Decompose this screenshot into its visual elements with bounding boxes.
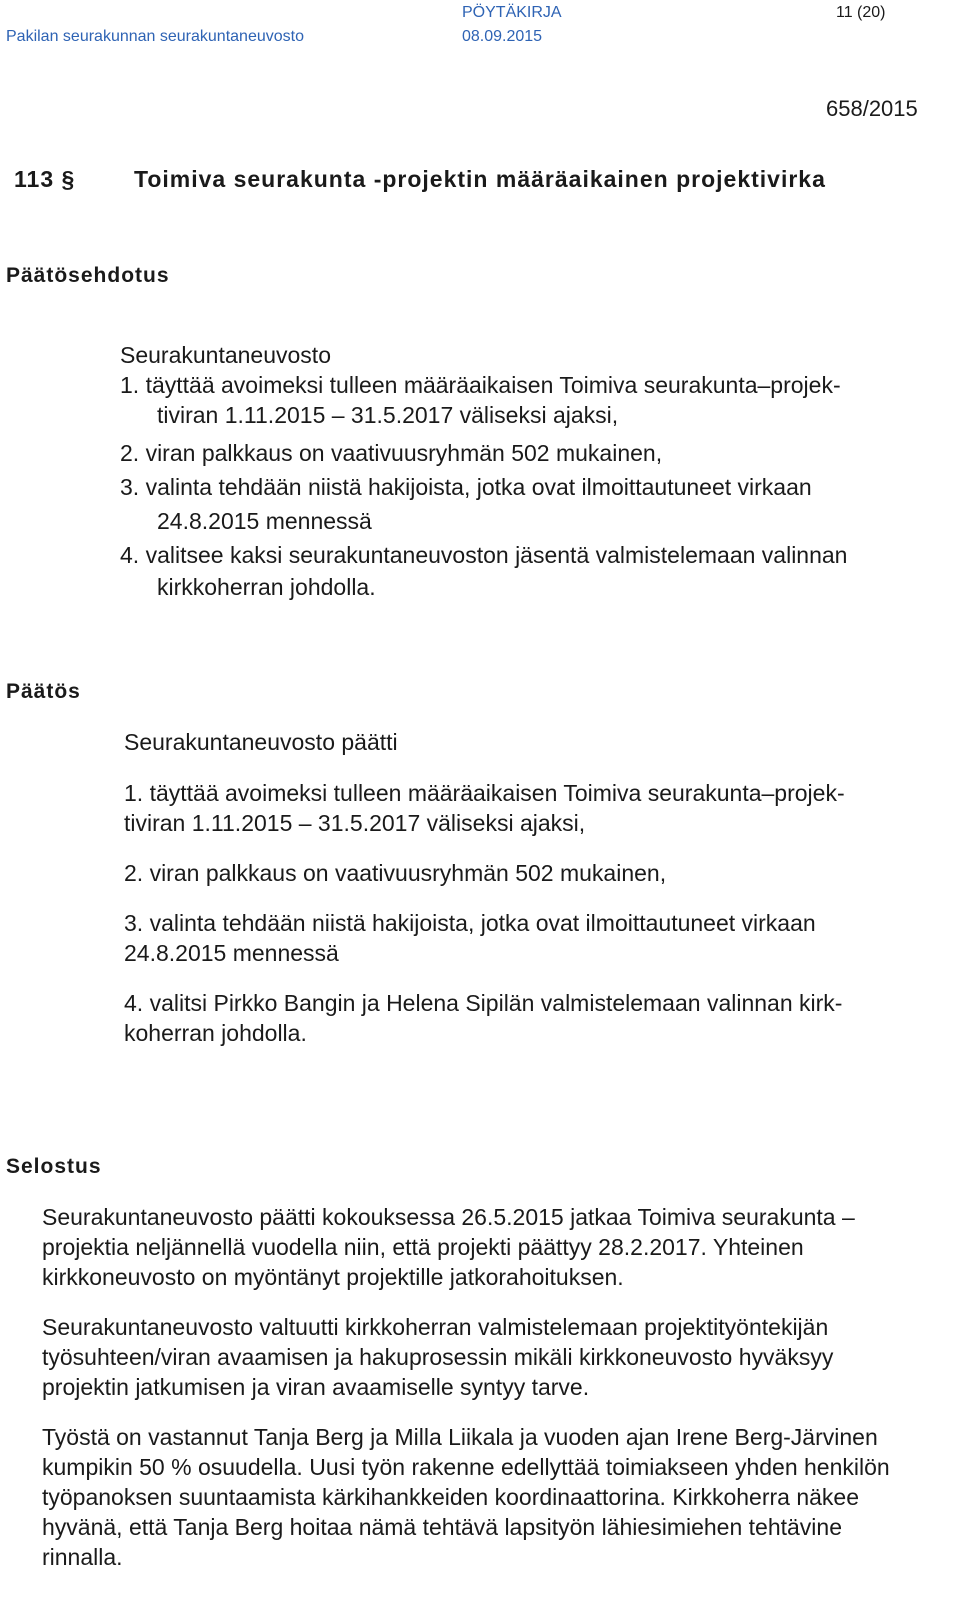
decision-item-2: 2. viran palkkaus on vaativuusryhmän 502 mukainen, (124, 860, 667, 886)
decision-item-3-cont: 24.8.2015 mennessä (124, 940, 339, 966)
section-number: 113 § (14, 166, 76, 192)
decision-lead: Seurakuntaneuvosto päätti (124, 729, 398, 755)
proposal-item-3: 3. valinta tehdään niistä hakijoista, jotka ovat ilmoittautuneet virkaan (120, 474, 812, 500)
proposal-item-4: 4. valitsee kaksi seurakuntaneuvoston jäsentä valmistelemaan valinnan (120, 542, 848, 568)
proposal-item-3-cont: 24.8.2015 mennessä (157, 508, 372, 534)
decision-item-3: 3. valinta tehdään niistä hakijoista, jotka ovat ilmoittautuneet virkaan (124, 910, 816, 936)
proposal-item-4-cont: kirkkoherran johdolla. (157, 574, 376, 600)
explanation-paragraph-2: Seurakuntaneuvosto valtuutti kirkkoherran valmistelemaan projektityöntekijän työsuhteen/viran avaamisen ja hakuprosessin mikäli kirkkoneuvosto hyväksyy projektin jatkumisen ja viran avaamiselle syntyy tarve. (42, 1314, 834, 1400)
proposal-item-2: 2. viran palkkaus on vaativuusryhmän 502 mukainen, (120, 440, 663, 466)
decision-item-4: 4. valitsi Pirkko Bangin ja Helena Sipilän valmistelemaan valinnan kirk- (124, 990, 843, 1016)
proposal-item-1: 1. täyttää avoimeksi tulleen määräaikaisen Toimiva seurakunta–projek- (120, 372, 841, 398)
meeting-date: 08.09.2015 (462, 28, 543, 45)
decision-heading: Päätös (6, 680, 81, 703)
decision-item-4-cont: koherran johdolla. (124, 1020, 307, 1046)
decision-item-1-cont: tiviran 1.11.2015 – 31.5.2017 väliseksi ajaksi, (124, 810, 586, 836)
page-indicator: 11 (20) (836, 4, 886, 21)
organization-name: Pakilan seurakunnan seurakuntaneuvosto (6, 28, 304, 45)
reference-number: 658/2015 (826, 96, 918, 121)
proposal-item-1-cont: tiviran 1.11.2015 – 31.5.2017 väliseksi ajaksi, (157, 402, 619, 428)
explanation-paragraph-1: Seurakuntaneuvosto päätti kokouksessa 26.5.2015 jatkaa Toimiva seurakunta – projektia neljännellä vuodella niin, että projekti päättyy 28.2.2017. Yhteinen kirkkoneuvosto on myöntänyt projektille jatkorahoituksen. (42, 1204, 855, 1290)
proposal-lead: Seurakuntaneuvosto (120, 342, 331, 368)
explanation-paragraph-3: Työstä on vastannut Tanja Berg ja Milla Liikala ja vuoden ajan Irene Berg-Järvinen kumpikin 50 % osuudella. Uusi työn rakenne edellyttää toimiakseen yhden henkilön työpanoksen suuntaamista kärkihankkeiden koordinaattorina. Kirkkoherra näkee hyvänä, että Tanja Berg hoitaa nämä tehtävä lapsityön lähiesimiehen tehtävine rinnalla. (42, 1424, 890, 1570)
explanation-heading: Selostus (6, 1155, 102, 1178)
document-type: PÖYTÄKIRJA (462, 4, 562, 21)
proposal-heading: Päätösehdotus (6, 264, 170, 287)
section-title: Toimiva seurakunta -projektin määräaikainen projektivirka (134, 166, 826, 192)
decision-item-1: 1. täyttää avoimeksi tulleen määräaikaisen Toimiva seurakunta–projek- (124, 780, 845, 806)
